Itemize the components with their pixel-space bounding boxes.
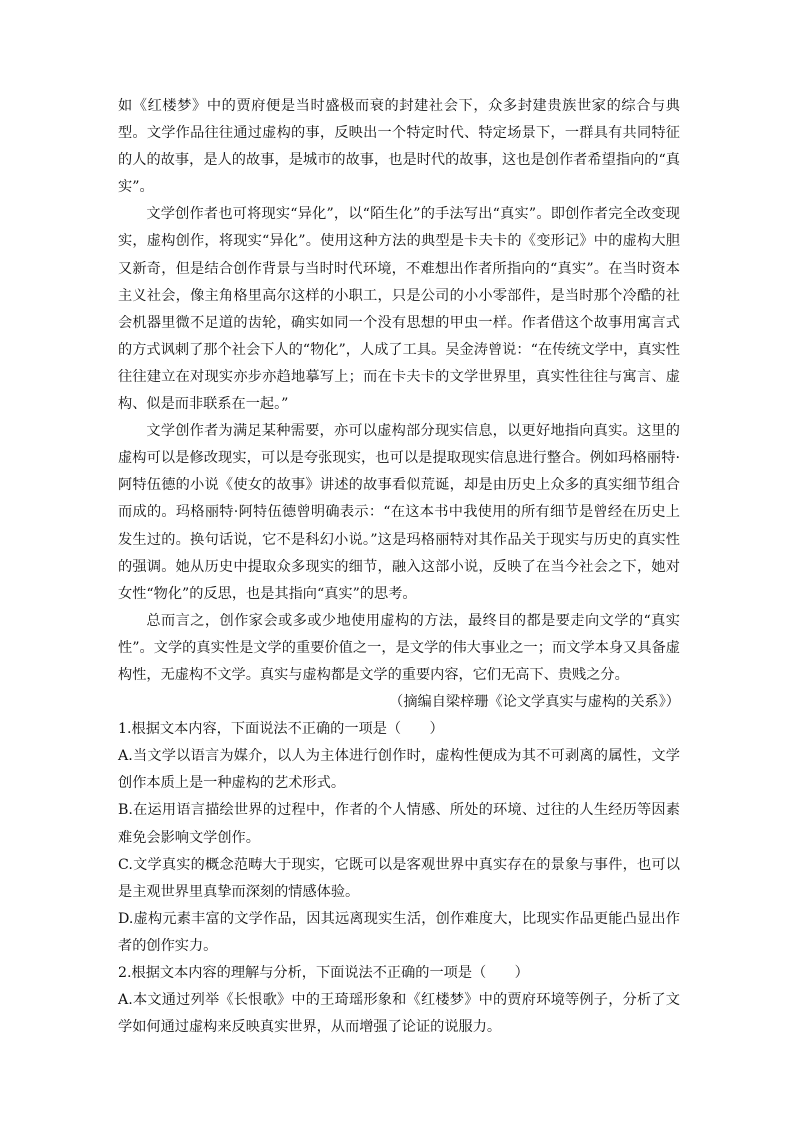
passage-paragraph-3: 文学创作者为满足某种需要，亦可以虚构部分现实信息，以更好地指向真实。这里的虚构可以是修改现实，可以是夸张现实，也可以是提取现实信息进行整合。例如玛格丽特·阿特伍德的小说《使女的故事》讲述的故事看似荒诞，却是由历史上众多的真实细节组合而成的。玛格丽特·阿特伍德曾明确表示：“在这本书中我使用的所有细节是曾经在历史上发生过的。换句话说，它不是科幻小说。”这是玛格丽特对其作品关于现实与历史的真实性的强调。她从历史中提取众多现实的细节，融入这部小说，反映了在当今社会之下，她对女性“物化”的反思，也是其指向“真实”的思考。 — [118, 423, 680, 602]
question-1-option-d: D.虚构元素丰富的文学作品，因其远离现实生活，创作难度大，比现实作品更能凸显出作者的创作实力。 — [118, 910, 680, 954]
question-1-stem: 1.根据文本内容，下面说法不正确的一项是（ ） — [118, 721, 444, 738]
question-1-option-a: A.当文学以语言为媒介，以人为主体进行创作时，虚构性便成为其不可剥离的属性，文学创作本质上是一种虚构的艺术形式。 — [118, 748, 680, 792]
passage-source: （摘编自梁梓珊《论文学真实与虚构的关系》） — [389, 694, 680, 711]
question-2-option-a: A.本文通过列举《长恨歌》中的王琦瑶形象和《红楼梦》中的贾府环境等例子，分析了文学如何通过虚构来反映真实世界，从而增强了论证的说服力。 — [118, 992, 680, 1036]
passage-paragraph-2: 文学创作者也可将现实“异化”，以“陌生化”的手法写出“真实”。即创作者完全改变现实，虚构创作，将现实“异化”。使用这种方法的典型是卡夫卡的《变形记》中的虚构大胆又新奇，但是结合创作背景与当时时代环境，不难想出作者所指向的“真实”。在当时资本主义社会，像主角格里高尔这样的小职工，只是公司的小小零部件，是当时那个冷酷的社会机器里微不足道的齿轮，确实如同一个没有思想的甲虫一样。作者借这个故事用寓言式的方式讽刺了那个社会下人的“物化”，人成了工具。吴金涛曾说：“在传统文学中，真实性往往建立在对现实亦步亦趋地摹写上；而在卡夫卡的文学世界里，真实性往往与寓言、虚构、似是而非联系在一起。” — [118, 206, 680, 413]
question-1-option-c: C.文学真实的概念范畴大于现实，它既可以是客观世界中真实存在的景象与事件，也可以是主观世界里真挚而深刻的情感体验。 — [118, 856, 680, 900]
passage-paragraph-4: 总而言之，创作家会或多或少地使用虚构的方法，最终目的都是要走向文学的“真实性”。文学的真实性是文学的重要价值之一，是文学的伟大事业之一；而文学本身又具备虚构性，无虚构不文学。真实与虚构都是文学的重要内容，它们无高下、贵贱之分。 — [118, 612, 680, 683]
question-1-option-b: B.在运用语言描绘世界的过程中，作者的个人情感、所处的环境、过往的人生经历等因素难免会影响文学创作。 — [118, 802, 680, 846]
question-2-stem: 2.根据文本内容的理解与分析，下面说法不正确的一项是（ ） — [118, 965, 529, 981]
document-page — [118, 93, 680, 1041]
passage-paragraph-1: 如《红楼梦》中的贾府便是当时盛极而衰的封建社会下，众多封建贵族世家的综合与典型。文学作品往往通过虚构的事，反映出一个特定时代、特定场景下，一群具有共同特征的人的故事，是人的故事，是城市的故事，也是时代的故事，这也是创作者希望指向的“真实”。 — [118, 98, 680, 196]
